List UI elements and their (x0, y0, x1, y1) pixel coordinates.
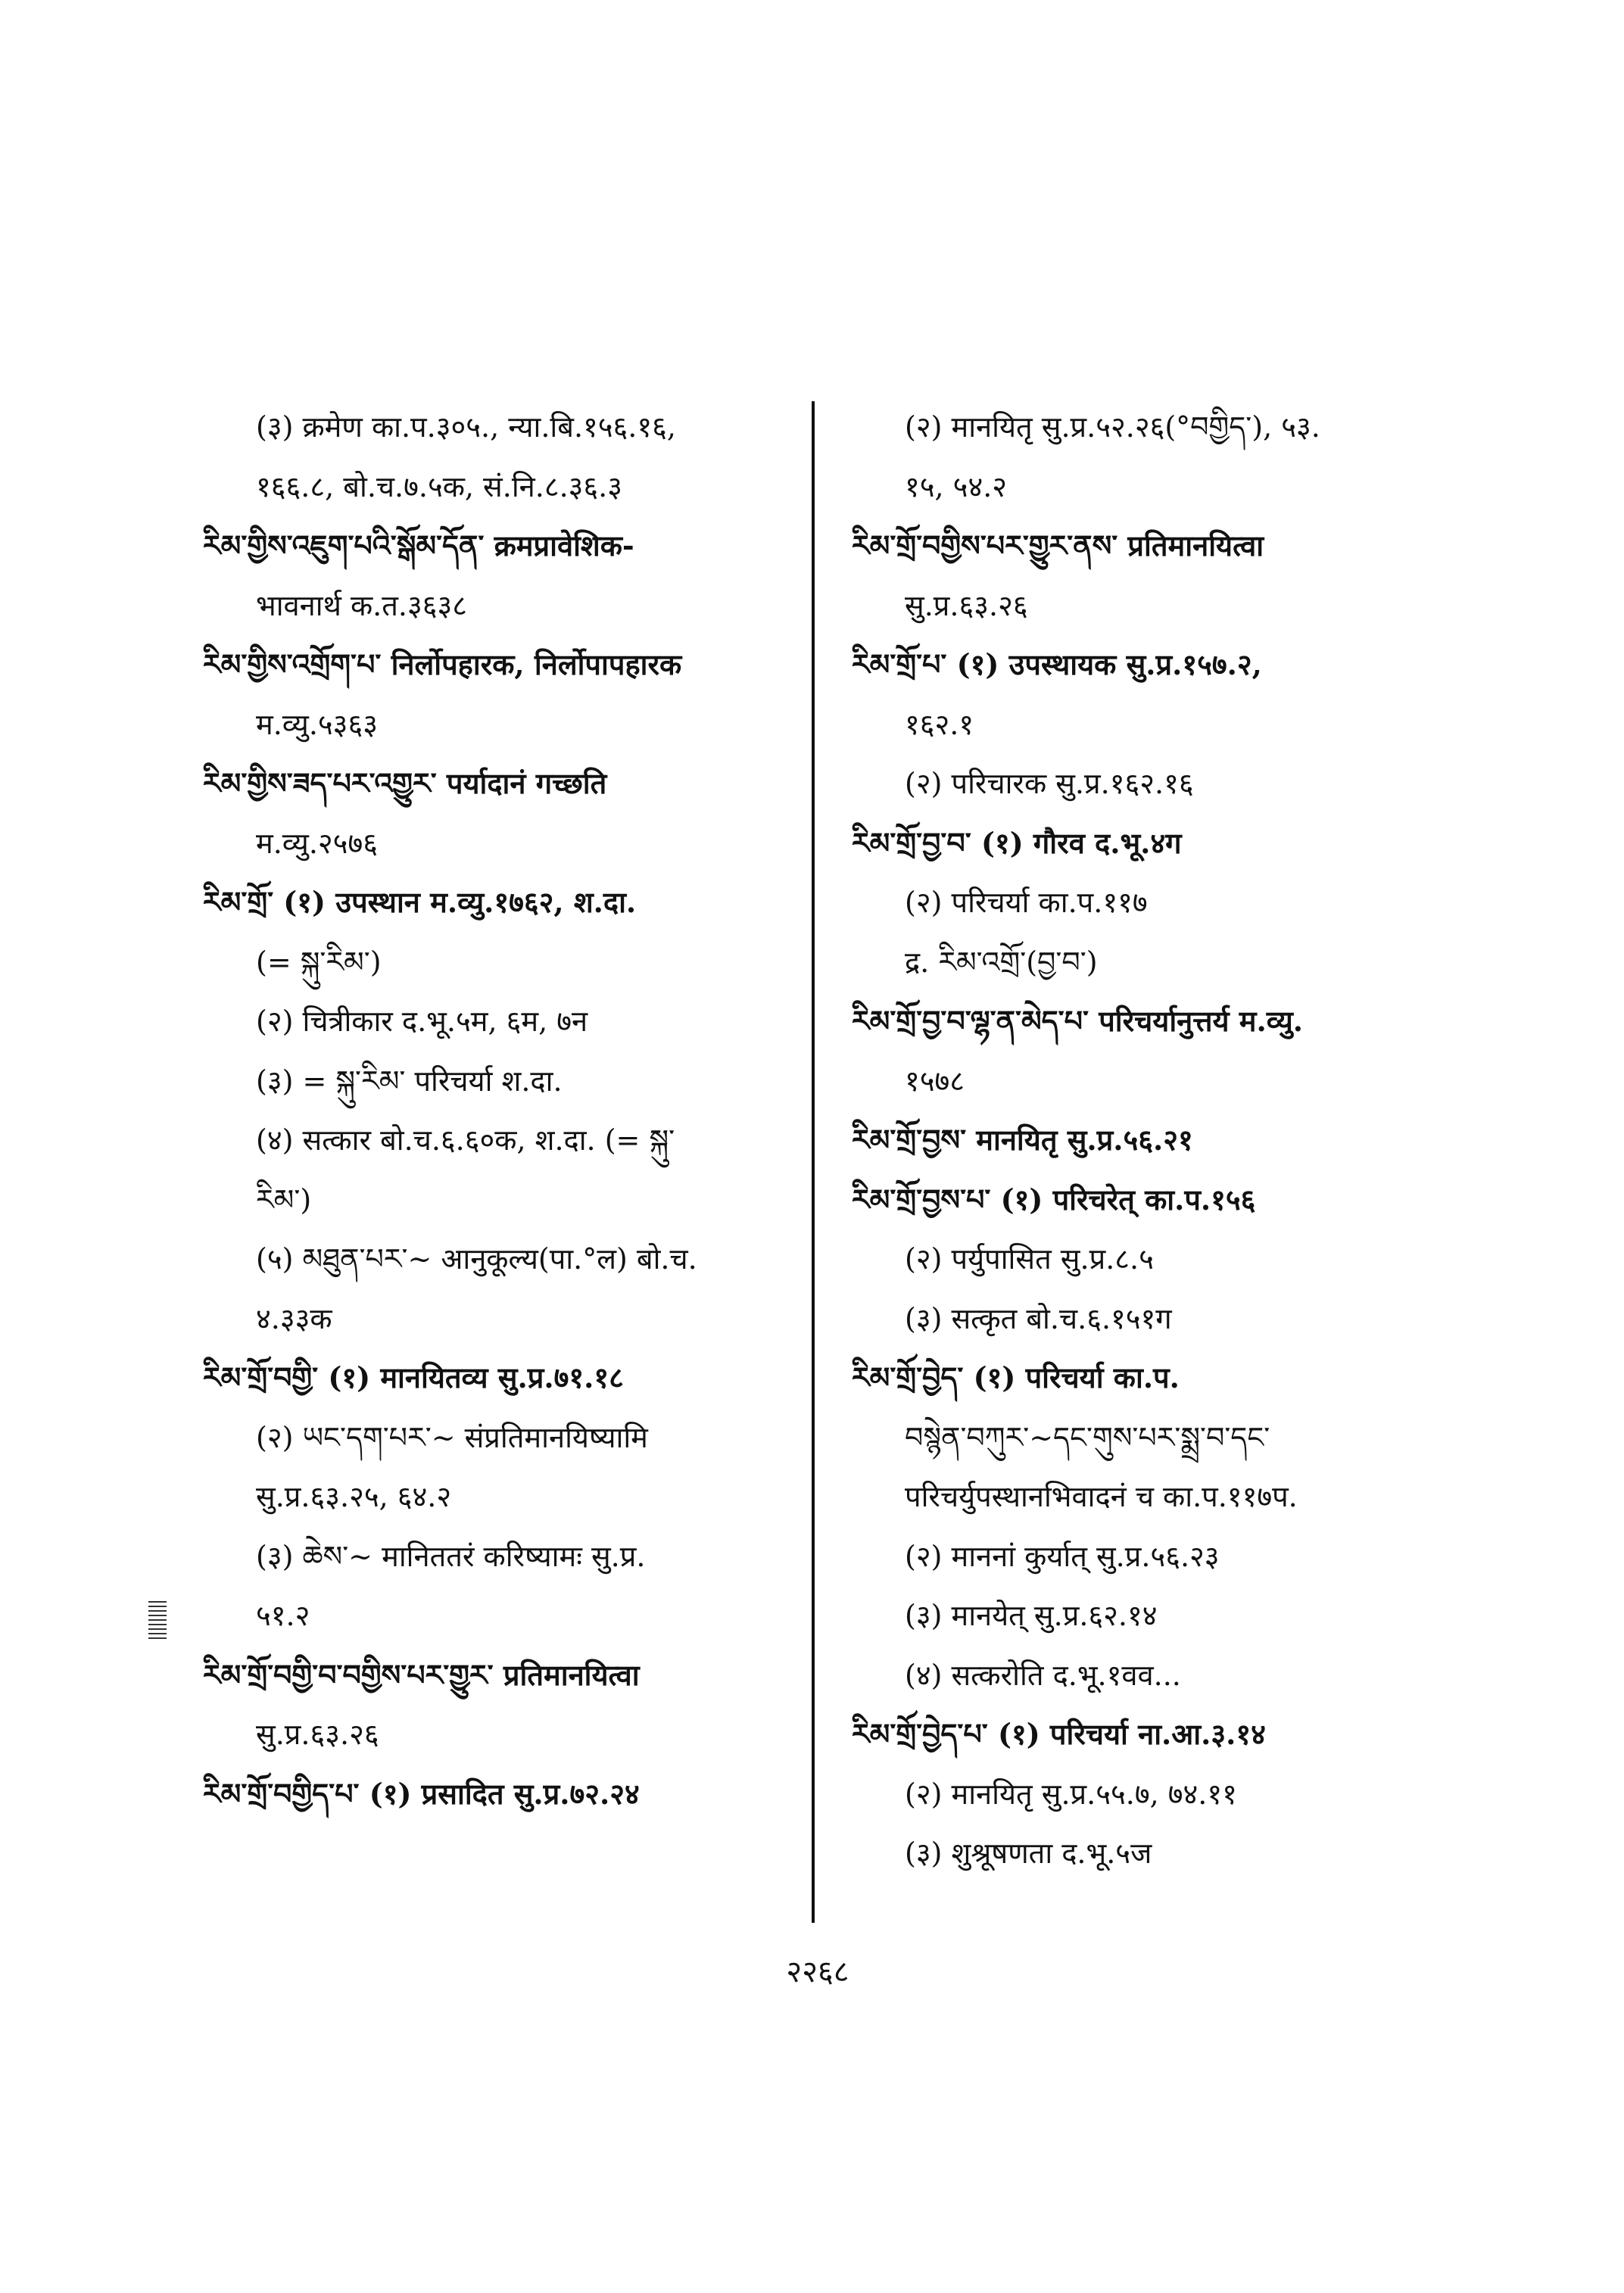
entry-line: परिचर्युपस्थानभिवादनं च का.प.११७प. (905, 1480, 1298, 1513)
entry-line: (५) མཐུན་པར་~ आनुकूल्य(पा.°ल) बो.च. (256, 1242, 697, 1276)
entry-line: རིམ་) (256, 1182, 312, 1217)
headword-line: རིམ་གྲོ་བགྱི་ (१) मानयितव्य सु.प्र.७१.१८ (203, 1360, 624, 1394)
headword-line: རིམ་གྲོ་ (१) उपस्थान म.व्यु.१७६२, श.दा. (203, 885, 637, 919)
headword-line: རིམ་གྲོ་བྱེད་པ་ (१) परिचर्या ना.आ.३.१४ (852, 1717, 1266, 1751)
entry-line: (३) मानयेत् सु.प्र.६२.१४ (905, 1599, 1158, 1632)
left-column (203, 397, 809, 1824)
entry-line: (= སྐུ་རིམ་) (256, 945, 382, 979)
entry-line: ५१.२ (256, 1599, 310, 1632)
entry-line: (२) माननां कुर्यात् सु.प्र.५६.२३ (905, 1539, 1220, 1573)
entry-line: (२) चित्रीकार द.भू.५म, ६म, ७न (256, 1005, 588, 1038)
entry-line: (३) शुश्रूषणता द.भू.५ज (905, 1837, 1152, 1870)
headword-line: རིམ་གྲོ་བྱ་བ་ (१) गौरव द.भू.४ग (852, 825, 1182, 860)
column-divider (812, 401, 815, 1923)
entry-line: (४) सत्कार बो.च.६.६०क, श.दा. (= སྐུ་ (256, 1123, 675, 1157)
entry-line: བསྙེན་བཀུར་~དང་གུས་པར་སྨྲ་བ་དང་ (905, 1420, 1270, 1454)
entry-line: १६६.८, बो.च.७.५क, सं.नि.८.३६.३ (256, 469, 623, 503)
entry-line: सु.प्र.६३.२६ (905, 588, 1028, 622)
entry-line: ४.३३क (256, 1301, 332, 1335)
headword-line: རིམ་གྲོ་བགྱིས་པར་གྱུར་ནས་ प्रतिमानयित्वा (852, 528, 1264, 562)
entry-line: भावनार्थ क.त.३६३८ (256, 588, 468, 622)
entry-line: म.व्यु.२५७६ (256, 826, 378, 860)
headword-line: རིམ་གྲོ་བྱས་པ་ (१) परिचरेत् का.प.१५६ (852, 1182, 1256, 1217)
page-number: २२६८ (786, 1955, 849, 1989)
entry-line: (२) परिचर्या का.प.११७ (905, 886, 1148, 919)
headword-line: རིམ་གྱིས་འཇུག་པའི་སྒོམ་དོན་ क्रमप्रावेशिक- (203, 528, 634, 562)
entry-line: (४) सत्करोति द.भू.१वव... (905, 1658, 1181, 1692)
entry-line: (२) ཡང་དག་པར་~ संप्रतिमानयिष्यामि (256, 1420, 648, 1454)
entry-line: (२) पर्युपासित सु.प्र.८.५ (905, 1242, 1154, 1276)
right-column (852, 397, 1457, 1883)
entry-line: द्र. རིམ་འགྲོ་(བྱ་བ་) (905, 945, 1098, 979)
entry-line: १५, ५४.२ (905, 469, 1008, 503)
entry-line: (२) मानयितृ सु.प्र.५५.७, ७४.११ (905, 1777, 1237, 1811)
entry-line: सु.प्र.६३.२५, ६४.२ (256, 1480, 452, 1513)
headword-line: རིམ་གྲོ་བྱེད་ (१) परिचर्या का.प. (852, 1360, 1180, 1394)
headword-line: རིམ་གྲོ་བྱ་བ་ལྷ་ན་མེད་པ་ परिचर्यानुत्तर्य म.व्यु. (852, 1004, 1304, 1038)
headword-line: རིམ་གྲོ་བགྱིད་པ་ (१) प्रसादित सु.प्र.७२.२४ (203, 1776, 640, 1811)
entry-line: (२) परिचारक सु.प्र.१६२.१६ (905, 767, 1194, 800)
headword-line: རིམ་གྲོ་བྱས་ मानयितृ सु.प्र.५६.२१ (852, 1123, 1193, 1157)
entry-line: (३) = སྐུ་རིམ་ परिचर्या श.दा. (256, 1064, 563, 1098)
headword-line: རིམ་གྲོ་བགྱི་བ་བགྱིས་པར་གྱུར་ प्रतिमानयित्वा (203, 1657, 640, 1692)
entry-line: १५७८ (905, 1064, 965, 1098)
entry-line: म.व्यु.५३६३ (256, 707, 378, 741)
entry-line: सु.प्र.६३.२६ (256, 1718, 379, 1751)
entry-line: (३) क्रमेण का.प.३०५., न्या.बि.१५६.१६, (256, 410, 676, 444)
margin-mark (148, 1601, 167, 1639)
entry-line: (३) ཆེས་~ मानिततरं करिष्यामः सु.प्र. (256, 1539, 646, 1573)
headword-line: རིམ་གྱིས་འགྲོག་པ་ निर्लोपहारक, निर्लोपापहारक (203, 647, 682, 681)
entry-line: (३) सत्कृत बो.च.६.१५१ग (905, 1301, 1172, 1335)
headword-line: རིམ་གྲོ་པ་ (१) उपस्थायक सु.प्र.१५७.२, (852, 647, 1262, 681)
entry-line: (२) मानयितृ सु.प्र.५२.२६(°བགྱིད་), ५३. (905, 410, 1320, 444)
headword-line: རིམ་གྱིས་ཟད་པར་འགྱུར་ पर्यादानं गच्छति (203, 766, 607, 800)
entry-line: १६२.१ (905, 707, 974, 741)
